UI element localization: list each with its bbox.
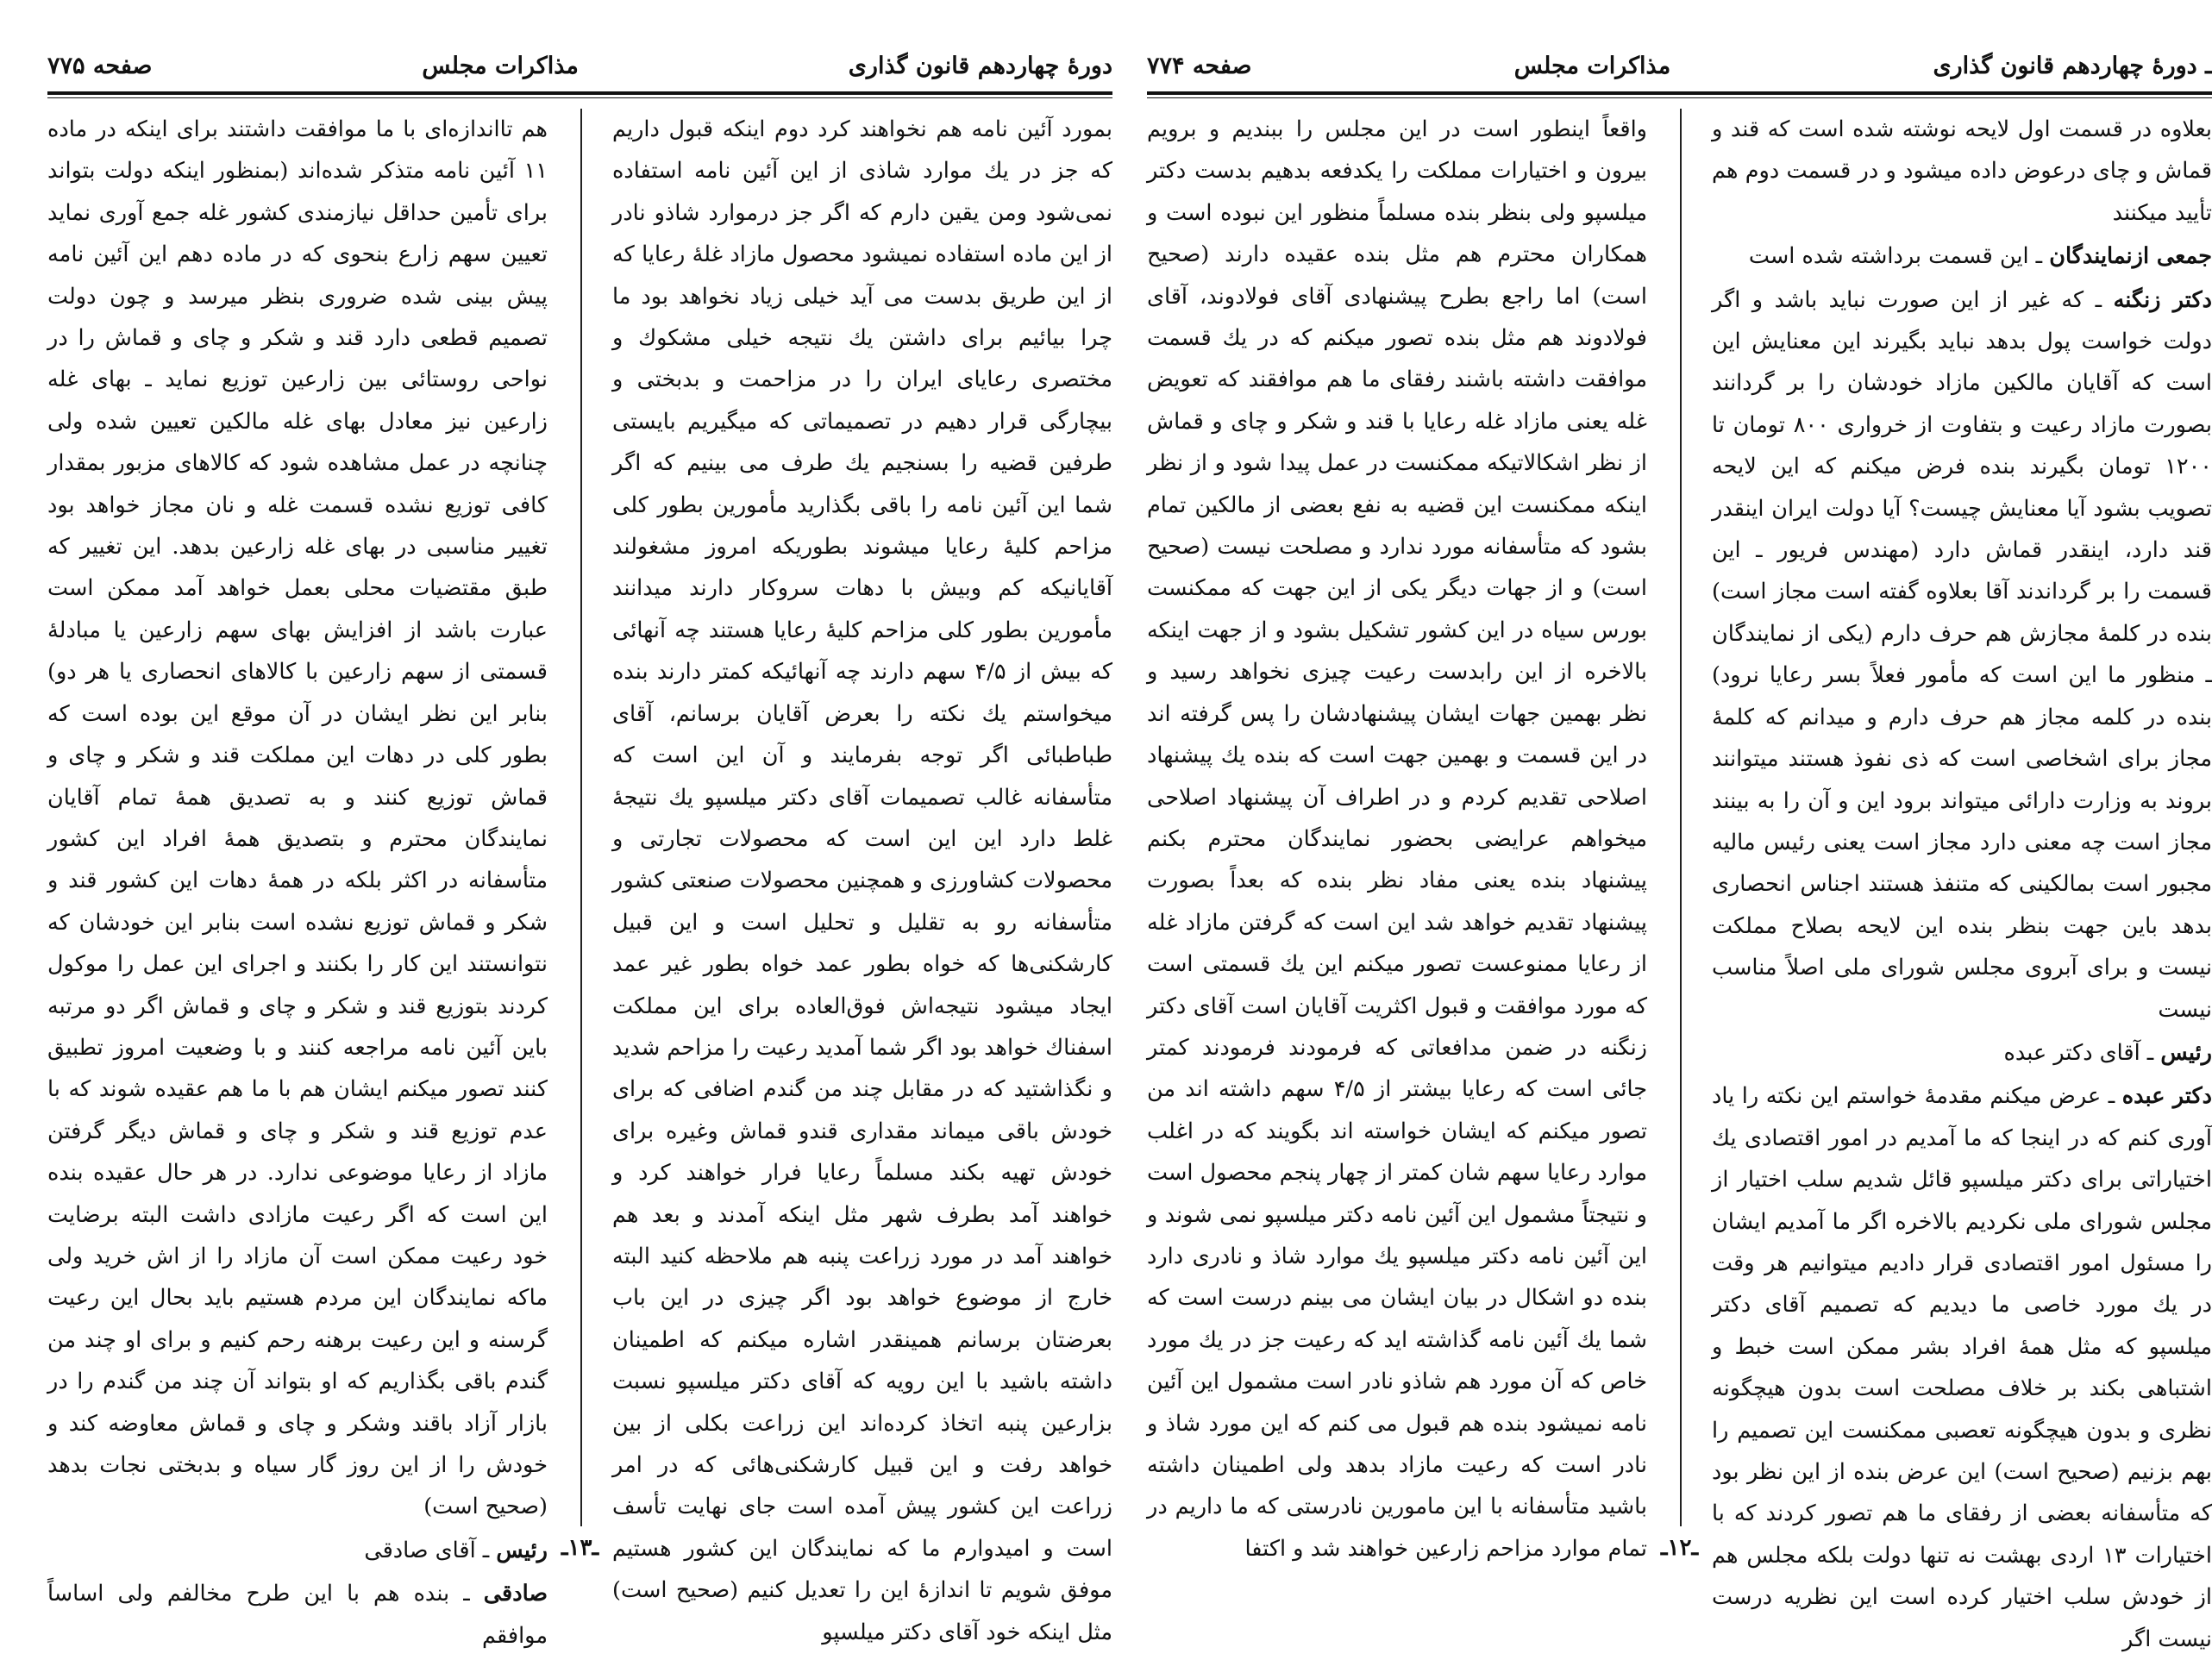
speaker-text: ـ بنده هم با این طرح مخالفم ولی اساساً موافقم — [47, 1581, 548, 1649]
header-page-label: صفحه ۷۷۴ — [1147, 52, 1252, 79]
speaker-name: رئیس — [2160, 1039, 2212, 1066]
speaker-name: دکتر عبده — [2121, 1083, 2212, 1110]
speaker-line — [1712, 1032, 2212, 1074]
paragraph: بمورد آئین نامه هم نخواهند کرد دوم اینکه قبول داریم که جز در یك موارد شاذی از این آئین نامه استفاده نمی‌شود ومن یقین دارم که اگر جز درموارد شاذو نادر از این ماده استفاده نمیشود محصول مازاد غلهٔ رعایا که از این طریق بدست می آید خیلی زیاد نخواهد بود ما چرا بیائیم برای داشتن یك نتیجه خیلی مشکوك و مختصری رعایای ایران را در مزاحمت و بدبختی و بیچارگی قرار دهیم در تصمیماتی که میگیریم بایستی طرفین قضیه را بسنجیم یك طرف می بینیم که اگر شما این آئین نامه را باقی بگذارید مأمورین بطور کلی مزاحم کلیهٔ رعایا میشوند بطوریکه امروز مشغولند آقایانیکه کم وبیش با دهات سروکار دارند میدانند مأمورین بطور کلی مزاحم کلیهٔ رعایا هستند چه آنهائی که بیش از ۴/۵ سهم دارند چه آنهائیکه کمتر دارند بنده میخواستم یك نکته را بعرض آقایان برسانم، آقای طباطبائی اگر توجه بفرمایند و آن این است که متأسفانه غالب تصمیمات آقای دکتر میلسپو یك نتیجهٔ غلط دارد این این است که محصولات تجارتی و محصولات کشاورزی و همچنین محصولات صنعتی کشور متأسفانه رو به تقلیل و تحلیل است و این قبیل کارشکنی‌ها که خواه بطور عمد خواه بطور غیر عمد ایجاد میشود نتیجه‌اش فوق‌العاده برای این مملکت اسفناك خواهد بود اگر شما آمدید رعیت را مزاحم شدید و نگذاشتید که در مقابل چند من گندم اضافی که برای خودش باقی میماند مقداری قندو قماش وغیره برای خودش تهیه بکند مسلماً رعایا فرار خواهند کرد و خواهند آمد بطرف شهر مثل اینکه آمدند و بعد هم خواهند آمد در مورد زراعت پنبه هم ملاحظه کنید البته خارج از موضوع خواهد بود اگر چیزی در این باب بعرضتان برسانم همینقدر اشاره میکنم که اطمینان داشته باشید با این رویه که آقای دکتر میلسپو نسبت بزارعین پنبه اتخاذ کرده‌اند این زراعت بکلی از بین خواهد رفت و این قبیل کارشکنی‌هائی که در امر زراعت این کشور پیش آمده است جای نهایت تأسف است و امیدوارم ما که نمایندگان این کشور هستیم موفق شویم تا اندازهٔ این را تعدیل کنیم (صحیح است) مثل اینکه خود آقای دکتر میلسپو — [612, 116, 1112, 1645]
header-session: دورهٔ چهاردهم قانون گذاری — [848, 52, 1112, 79]
page-774 — [1147, 43, 2212, 1652]
header-rule — [47, 91, 1112, 95]
header-session: ـ دورهٔ چهاردهم قانون گذاری — [1933, 52, 2212, 79]
page-number: ـ۱۳ـ — [561, 1535, 599, 1561]
header-rule — [1147, 91, 2212, 95]
speaker-name: رئیس — [496, 1537, 548, 1563]
speaker-line — [1712, 279, 2212, 1030]
paragraph: هم تااندازه‌ای با ما موافقت داشتند برای اینکه در ماده ۱۱ آئین نامه متذکر شده‌اند (بمنظور اینکه دولت بتواند برای تأمین حداقل نیازمندی کشور غله جمع آوری نماید تعیین سهم زارع بنحوی که در ماده دهم این آئین نامه پیش بینی شده ضروری بنظر میرسد و چون دولت تصمیم قطعی دارد قند و شکر و چای و قماش را در نواحی روستائی بین زارعین توزیع نماید ـ بهای غله زارعین نیز معادل بهای غله مالکین تعیین شده ولی چنانچه در عمل مشاهده شود که کالاهای مزبور بمقدار کافی توزیع نشده قسمت غله و نان مجاز خواهد بود تغییر مناسبی در بهای غله زارعین بدهد. این تغییر که طبق مقتضیات محلی بعمل خواهد آمد ممکن است عبارت باشد از افزایش بهای سهم زارعین یا مبادلهٔ قسمتی از سهم زارعین با کالاهای انحصاری یا هر دو) بنابر این نظر ایشان در آن موقع این بوده است که بطور کلی در دهات این مملکت قند و شکر و چای و قماش توزیع کنند و به تصدیق همهٔ تمام آقایان نمایندگان محترم و بتصدیق همهٔ افراد این کشور متأسفانه در اکثر بلکه در همهٔ دهات این کشور قند و شکر و قماش توزیع نشده است بنابر این خودشان که نتوانستند این کار را بکنند و اجرای این عمل را موکول کردند بتوزیع قند و شکر و چای و قماش اگر دو مرتبه باین آئین نامه مراجعه کنند و با وضعیت امروز تطبیق کنند تصور میکنم ایشان هم با ما هم عقیده شوند که با عدم توزیع قند و شکر و چای و قماش دیگر گرفتن مازاد از رعایا موضوعی ندارد. در هر حال عقیده بنده این است که اگر رعیت مازادی داشت البته برضایت خود رعیت ممکن است آن مازاد را از اش خرید ولی ماکه نمایندگان این مردم هستیم باید بحال این رعیت گرسنه و این رعیت برهنه رحم کنیم و برای او چند من گندم باقی بگذاریم که او بتواند آن چند من گندم را در بازار آزاد باقند وشکر و چای و قماش معاوضه کند و خودش را از این روز گار سیاه و بدبختی نجات بدهد (صحیح است) — [47, 116, 548, 1520]
header-rule-thin — [1147, 97, 2212, 98]
header-section: مذاکرات مجلس — [422, 52, 579, 79]
paragraph: بعلاوه در قسمت اول لایحه نوشته شده است که قند و قماش و چای درعوض داده میشود و در قسمت دوم هم تأیید میکنند — [1712, 116, 2212, 226]
speaker-line — [1712, 235, 2212, 277]
column-right — [612, 109, 1112, 1645]
speaker-text: ـ آقای دکتر عبده — [2003, 1039, 2154, 1066]
column-divider — [1680, 109, 1682, 1526]
speaker-name: دکتر زنگنه — [2113, 286, 2212, 313]
speaker-text: ـ این قسمت برداشته شده است — [1748, 243, 2043, 270]
speaker-name: جمعی ازنمایندگان — [2049, 243, 2212, 270]
header-rule-thin — [47, 97, 1112, 98]
speaker-text: ـ عرض میکنم مقدمهٔ خواستم این نکته را یاد آوری کنم که در اینجا که ما آمدیم در امور اقتصادی یك اختیاراتی برای دکتر میلسپو قائل شدیم سلب اختیار از مجلس شورای ملی نکردیم بالاخره اگر ما آمدیم ایشان را مسئول امور اقتصادی قرار دادیم میتوانیم هر وقت در یك مورد خاصی ما دیدیم که تصمیم آقای دکتر میلسپو که مثل همهٔ افراد بشر ممکن است خبط و اشتباهی بکند بر خلاف مصلحت است بدون هیچگونه نظری و بدون هیچگونه تعصبی ممکنست این تصمیم را بهم بزنیم (صحیح است) این عرض بنده از این نظر بود که متأسفانه بعضی از رفقای ما هم تصور کردند که با اختیارات ۱۳ اردی بهشت نه تنها دولت بلکه مجلس هم از خودش سلب اختیار کرده است این نظریه درست نیست اگر — [1712, 1083, 2212, 1652]
page-number: ـ۱۲ـ — [1660, 1535, 1699, 1561]
speaker-line — [47, 1573, 548, 1657]
speaker-line — [1712, 1075, 2212, 1660]
column-right — [1712, 109, 2212, 1652]
page-header — [1147, 43, 2212, 88]
header-page-label: صفحه ۷۷۵ — [47, 52, 153, 79]
paragraph: واقعاً اینطور است در این مجلس را ببندیم و برویم بیرون و اختیارات مملکت را یکدفعه بدهیم بدست دکتر میلسپو ولی بنظر بنده مسلماً منظور این نبوده است و همکاران محترم هم مثل بنده عقیده دارند (صحیح است) اما راجع بطرح پیشنهادی آقای فولادوند، آقای فولادوند هم مثل بنده تصور میکنم که در یك قسمت موافقت داشته باشند رفقای ما هم موافقند که تعویض غله یعنی مازاد غله رعایا با قند و شکر و چای و قماش از نظر اشکالاتیکه ممکنست در عمل پیدا شود و از نظر اینکه ممکنست این قضیه به نفع بعضی از مالکین تمام بشود که متأسفانه مورد ندارد و مصلحت نیست (صحیح است) و از جهات دیگر یکی از این جهت که ممکنست بورس سیاه در این کشور تشکیل بشود و از جهت اینکه بالاخره از این رابدست رعیت چیزی نخواهد رسید و نظر بهمین جهات ایشان پیشنهادشان را پس گرفته اند در این قسمت و بهمین جهت است که بنده یك پیشنهاد اصلاحی تقدیم کردم و در اطراف آن پیشنهاد اصلاحی میخواهم عرایضی بحضور نمایندگان محترم بکنم پیشنهاد بنده یعنی مفاد نظر بنده که بعداً بصورت پیشنهاد تقدیم خواهد شد این است که گرفتن مازاد غله از رعایا ممنوعست تصور میکنم این یك قسمتی است که مورد موافقت و قبول اکثریت آقایان است آقای دکتر زنگنه در ضمن مدافعاتی که فرمودند فرمودند کمتر جائی است که رعایا بیشتر از ۴/۵ سهم داشته اند من تصور میکنم که ایشان خواسته اند بگویند که در اغلب موارد رعایا سهم شان کمتر از چهار پنجم محصول است و نتیجتاً مشمول این آئین نامه دکتر میلسپو نمی شوند و این آئین نامه دکتر میلسپو یك موارد شاذ و نادری دارد بنده دو اشکال در بیان ایشان می بینم درست است که شما یك آئین نامه گذاشته اید که رعیت جز در یك مورد خاص که آن مورد هم شاذو نادر است مشمول این آئین نامه نمیشود بنده هم قبول می کنم که این مورد شاذ و نادر است که رعیت مازاد بدهد ولی اطمینان داشته باشید متأسفانه با این مامورین نادرستی که ما داریم در تمام موارد مزاحم زارعین خواهند شد و اکتفا — [1147, 116, 1647, 1562]
speaker-text: ـ آقای صادقی — [364, 1537, 490, 1563]
page-header — [47, 43, 1112, 88]
column-left — [47, 109, 548, 1649]
page-775 — [47, 43, 1112, 1649]
speaker-text: ـ که غیر از این صورت نباید باشد و اگر دولت خواست پول بدهد نباید بگیرند این معنایش این است که آقایان مالکین مازاد خودشان را بر گردانند بصورت مازاد رعیت و بتفاوت از خرواری ۸۰۰ تومان تا ۱۲۰۰ تومان بگیرند بنده فرض میکنم که این لایحه تصویب بشود آیا معنایش چیست؟ آیا دولت ایران اینقدر قند دارد، اینقدر قماش دارد (مهندس فریور ـ این قسمت را بر گرداندند آقا بعلاوه گفته است مجاز است) بنده در کلمهٔ مجازش هم حرف دارم (یکی از نمایندگان ـ منظور ما این است که مأمور فعلاً بسر رعایا نرود) بنده در کلمه مجاز هم حرف دارم و میدانم که کلمهٔ مجاز برای اشخاصی است که ذی نفوذ هستند میتوانند بروند به وزارت دارائی میتواند برود این و آن را به بینند مجاز است چه معنی دارد مجاز است یعنی رئیس مالیه مجبور است بمالکینی که متنفذ هستند اجناس انحصاری بدهد باین جهت بنظر بنده این لایحه بصلاح مملکت نیست و برای آبروی مجلس شورای ملی اصلاً مناسب نیست — [1712, 286, 2212, 1023]
speaker-name: صادقی — [483, 1581, 548, 1607]
column-left — [1147, 109, 1647, 1562]
header-section: مذاکرات مجلس — [1513, 52, 1671, 79]
column-divider — [580, 109, 582, 1526]
